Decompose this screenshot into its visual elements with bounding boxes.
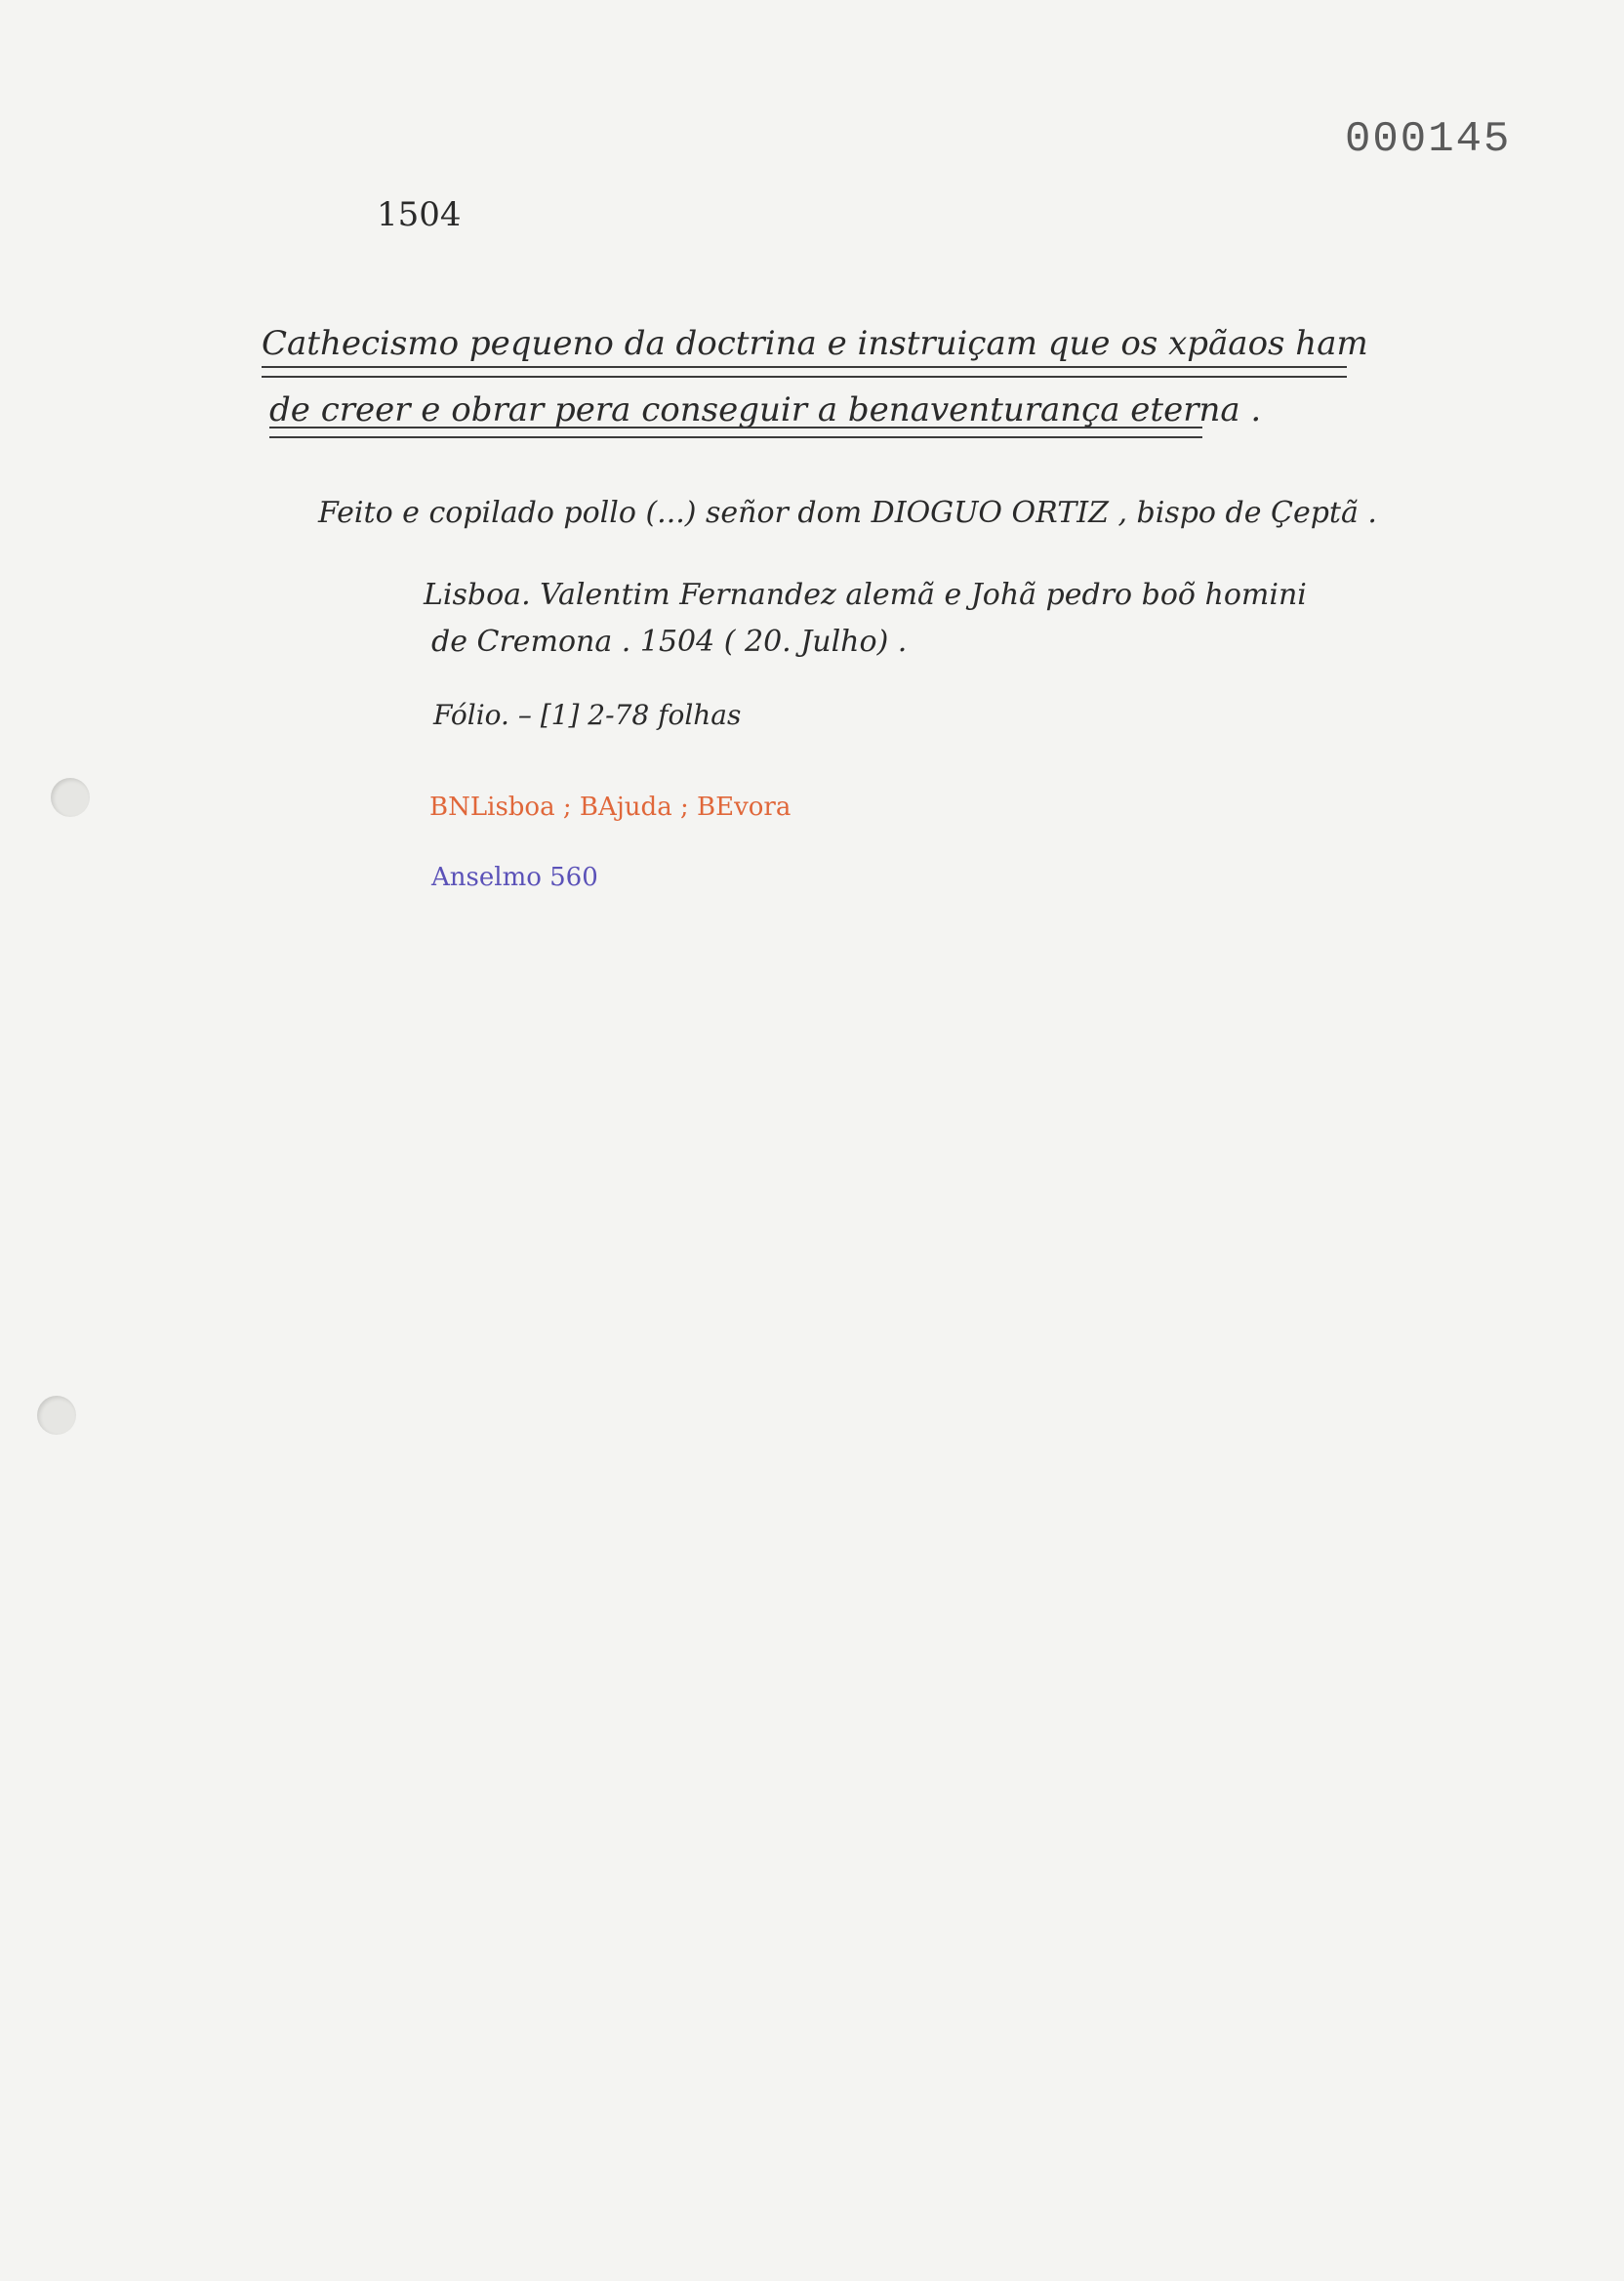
archive-number-stamp: 000145 bbox=[1345, 115, 1512, 164]
collation: Fólio. – [1] 2-78 folhas bbox=[433, 699, 742, 731]
bibliographic-reference: Anselmo 560 bbox=[431, 863, 598, 892]
imprint-line-2: de Cremona . 1504 ( 20. Julho) . bbox=[431, 625, 908, 659]
author-statement: Feito e copilado pollo (...) señor dom DIOGUO ORTIZ , bispo de Çeptã . bbox=[318, 496, 1377, 530]
library-holdings: BNLisboa ; BAjuda ; BEvora bbox=[429, 793, 792, 822]
title-line-2: de creer e obrar pera conseguir a benaventurança eterna . bbox=[269, 390, 1262, 429]
title-line-1: Cathecismo pequeno da doctrina e instruiçam que os xpãaos ham bbox=[262, 324, 1368, 363]
imprint-line-1: Lisboa. Valentim Fernandez alemã e Johã pedro boõ homini bbox=[424, 578, 1307, 612]
publication-year: 1504 bbox=[377, 195, 462, 234]
title-underline-2 bbox=[269, 427, 1202, 438]
title-underline-1 bbox=[262, 366, 1347, 378]
punch-hole bbox=[37, 1396, 76, 1435]
punch-hole bbox=[51, 778, 90, 817]
